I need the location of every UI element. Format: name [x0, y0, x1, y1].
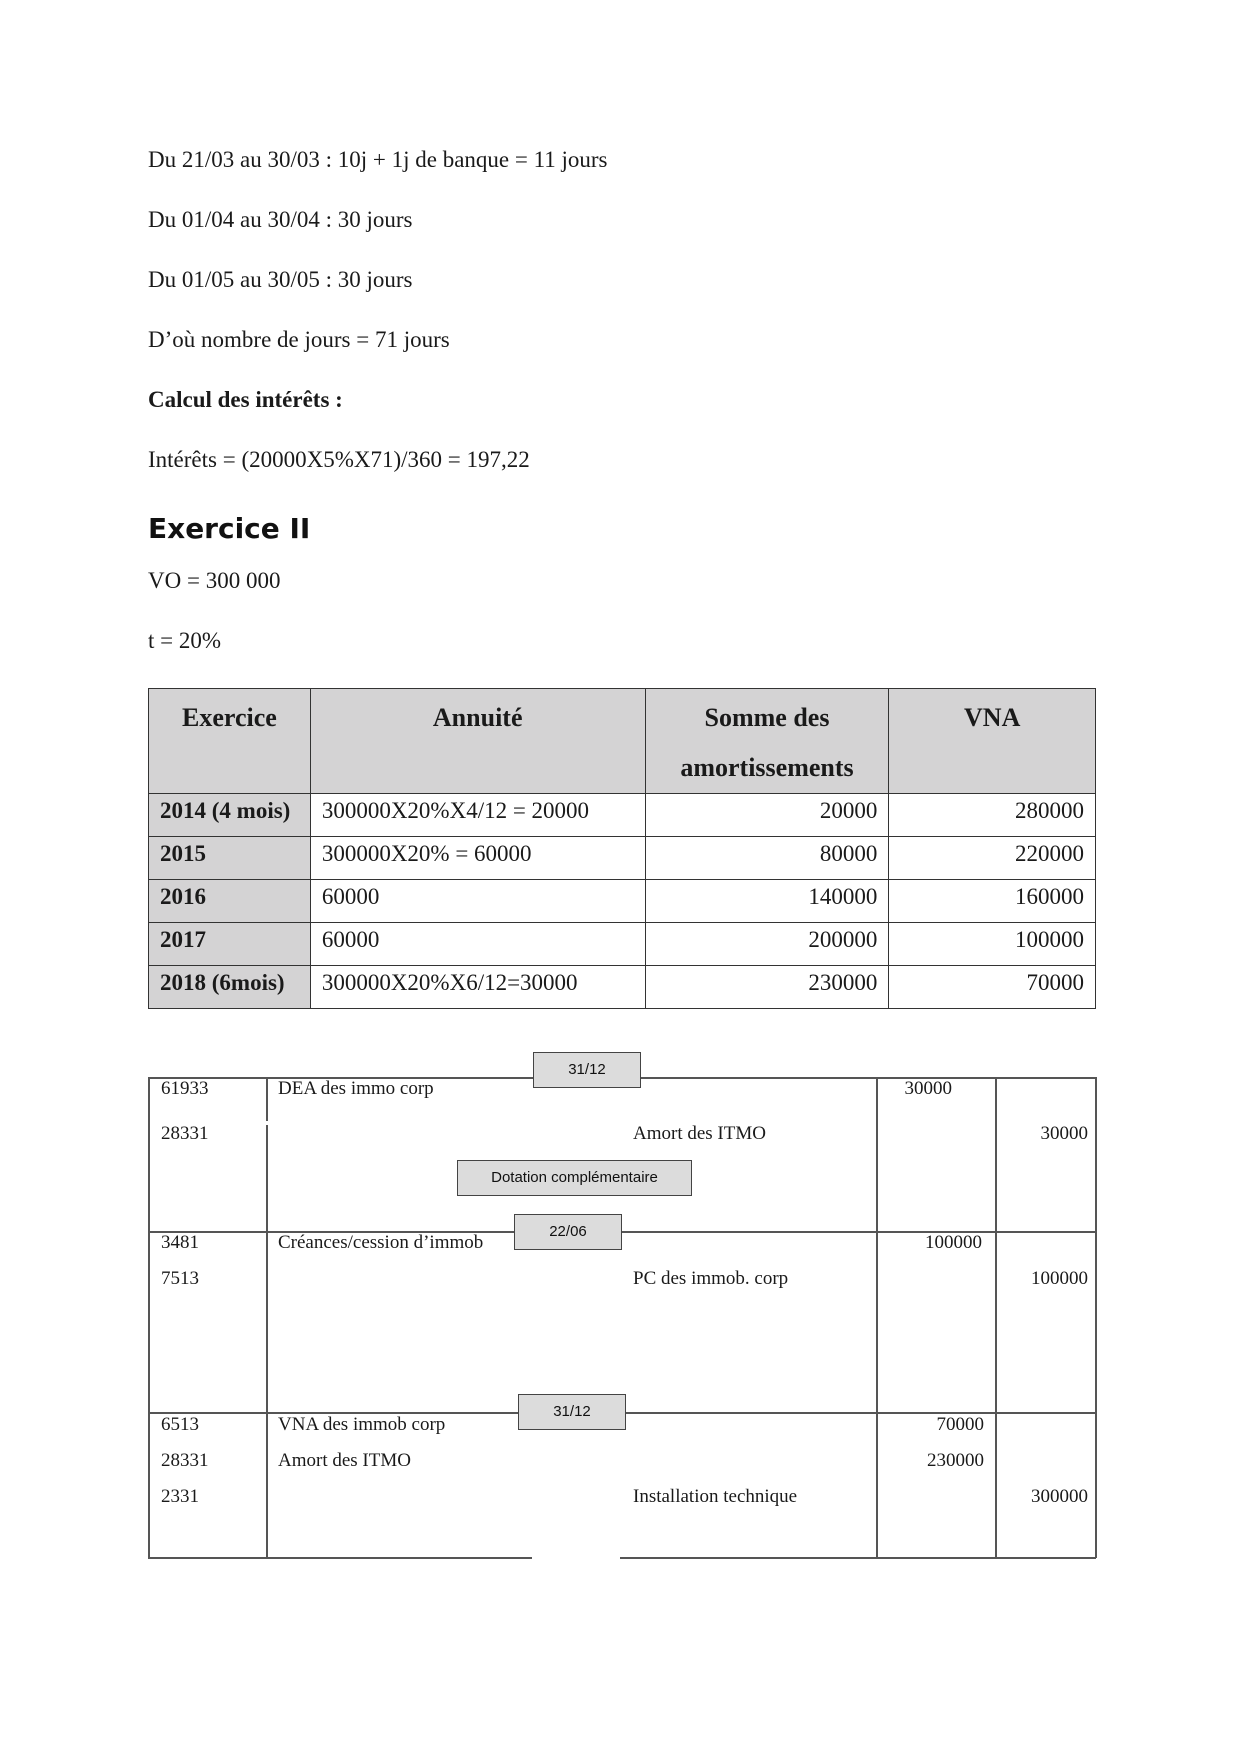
entry-credit-amount: 300000 [1031, 1486, 1088, 1507]
entry-date-tag: 31/12 [518, 1394, 626, 1430]
entry-debit-account: 28331 [161, 1450, 209, 1471]
text-line-4: D’où nombre de jours = 71 jours [148, 327, 450, 352]
journal-bottom-border-left [148, 1557, 532, 1559]
journal-right-border [1095, 1077, 1097, 1558]
entry-credit-account: 28331 [161, 1123, 209, 1144]
entry-debit-account: 3481 [161, 1232, 199, 1253]
exercice-heading: Exercice II [148, 512, 311, 545]
table-header-row [149, 689, 1096, 794]
journal-col-separator [876, 1077, 878, 1558]
entry-debit-account: 61933 [161, 1078, 209, 1099]
journal-col-separator [266, 1077, 268, 1558]
entry-credit-label: Amort des ITMO [633, 1123, 766, 1144]
cell-annuite: 300000X20%X6/12=30000 [310, 966, 645, 1009]
text-line-3: Du 01/05 au 30/05 : 30 jours [148, 267, 413, 292]
cell-annuite: 300000X20% = 60000 [310, 837, 645, 880]
calc-title: Calcul des intérêts : [148, 387, 343, 412]
entry-debit-label: Créances/cession d’immob [278, 1232, 484, 1253]
cell-year: 2016 [149, 880, 311, 923]
entry-debit-label: Amort des ITMO [278, 1450, 411, 1471]
table-row [149, 923, 1096, 966]
cell-somme: 80000 [645, 837, 889, 880]
cell-year: 2018 (6mois) [149, 966, 311, 1009]
entry-note-tag: Dotation complémentaire [457, 1160, 692, 1196]
entry-credit-amount: 100000 [1031, 1268, 1088, 1289]
cell-year: 2014 (4 mois) [149, 794, 311, 837]
entry-debit-amount: 230000 [927, 1450, 984, 1471]
entry-date-tag: 31/12 [533, 1052, 641, 1088]
text-line-2: Du 01/04 au 30/04 : 30 jours [148, 207, 413, 232]
cell-somme: 20000 [645, 794, 889, 837]
header-annuite: Annuité [310, 689, 645, 794]
cell-year: 2015 [149, 837, 311, 880]
entry-credit-label: PC des immob. corp [633, 1268, 789, 1289]
entry-credit-account: 2331 [161, 1486, 199, 1507]
cell-somme: 230000 [645, 966, 889, 1009]
entry-debit-label: VNA des immob corp [278, 1414, 446, 1435]
entry-credit-account: 7513 [161, 1268, 199, 1289]
table-row [149, 880, 1096, 923]
journal-left-border [148, 1077, 150, 1558]
cell-vna: 100000 [889, 923, 1096, 966]
cell-year: 2017 [149, 923, 311, 966]
journal-col-separator [995, 1077, 997, 1558]
cell-somme: 200000 [645, 923, 889, 966]
cell-annuite: 300000X20%X4/12 = 20000 [310, 794, 645, 837]
cell-vna: 160000 [889, 880, 1096, 923]
cell-somme: 140000 [645, 880, 889, 923]
header-vna: VNA [889, 689, 1096, 794]
header-exercice: Exercice [149, 689, 311, 794]
text-line-1: Du 21/03 au 30/03 : 10j + 1j de banque = 11 jours [148, 147, 608, 172]
cell-vna: 280000 [889, 794, 1096, 837]
table-row [149, 837, 1096, 880]
header-somme: Somme des amortissements [645, 689, 889, 794]
entry-debit-amount: 70000 [936, 1414, 984, 1435]
entry-debit-amount: 30000 [904, 1078, 952, 1099]
entry-debit-label: DEA des immo corp [278, 1078, 434, 1099]
cell-vna: 70000 [889, 966, 1096, 1009]
table-row [149, 966, 1096, 1009]
cell-vna: 220000 [889, 837, 1096, 880]
entry-credit-amount: 30000 [1040, 1123, 1088, 1144]
cell-annuite: 60000 [310, 923, 645, 966]
table-row [149, 794, 1096, 837]
journal-bottom-border-right [620, 1557, 1096, 1559]
cell-annuite: 60000 [310, 880, 645, 923]
entry-date-tag: 22/06 [514, 1214, 622, 1250]
entry-credit-label: Installation technique [633, 1486, 798, 1507]
entry-debit-account: 6513 [161, 1414, 199, 1435]
taux-line: t = 20% [148, 628, 222, 653]
interets-line: Intérêts = (20000X5%X71)/360 = 197,22 [148, 447, 530, 472]
vo-line: VO = 300 000 [148, 568, 281, 593]
entry-debit-amount: 100000 [925, 1232, 982, 1253]
amortisation-table [148, 688, 1096, 1009]
